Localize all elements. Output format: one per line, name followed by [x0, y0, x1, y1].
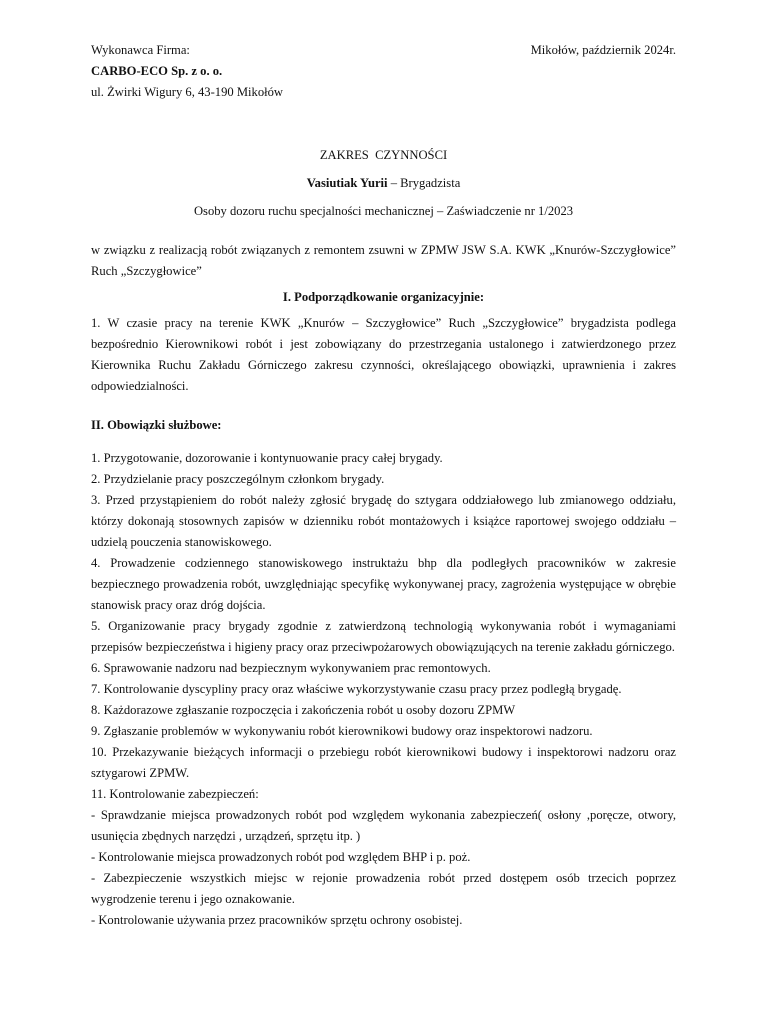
list-item: 10. Przekazywanie bieżących informacji o przebiegu robót kierownikowi budowy i inspektorowi nadzoru oraz sztygarowi ZPMW.	[91, 745, 676, 780]
document-title: ZAKRES CZYNNOŚCI	[319, 148, 448, 162]
intro-paragraph: w związku z realizacją robót związanych z remontem zsuwni w ZPMW JSW S.A. KWK „Knurów-Szczygłowice” Ruch „Szczygłowice”	[91, 243, 676, 278]
list-item: 5. Organizowanie pracy brygady zgodnie z zatwierdzoną technologią wykonywania robót i wymaganiami przepisów bezpieczeństwa i higieny pracy oraz przeciwpożarowych obowiązujących na terenie zakładu górniczego.	[91, 619, 676, 654]
list-item: 6. Sprawowanie nadzoru nad bezpiecznym wykonywaniem prac remontowych.	[91, 661, 491, 675]
company-address: ul. Żwirki Wigury 6, 43-190 Mikołów	[91, 85, 284, 99]
list-item: - Zabezpieczenie wszystkich miejsc w rejonie prowadzenia robót przed dostępem osób trzecich poprzez wygrodzenie terenu i jego oznakowanie.	[91, 871, 676, 906]
list-item: 11. Kontrolowanie zabezpieczeń:	[91, 787, 259, 801]
duties-list	[91, 448, 676, 931]
document-page	[91, 40, 676, 931]
list-item: 3. Przed przystąpieniem do robót należy zgłosić brygadę do sztygara oddziałowego lub zmianowego oddziału, którzy dokonają stosownych zapisów w dzienniku robót montażowych i książce raportowej swojego oddziału – udzielą pouczenia stanowiskowego.	[91, 493, 676, 549]
person-role: – Brygadzista	[387, 176, 461, 190]
list-item: - Sprawdzanie miejsca prowadzonych robót pod względem wykonania zabezpieczeń( osłony ,poręcze, otwory, usunięcia zbędnych narzędzi , urządzeń, sprzętu itp. )	[91, 808, 676, 843]
section1-text: 1. W czasie pracy na terenie KWK „Knurów – Szczygłowice” Ruch „Szczygłowice” brygadzista podlega bezpośrednio Kierownikowi robót i jest zobowiązany do przestrzegania ustalonego i zatwierdzonego przez Kierownika Ruchu Zakładu Górniczego zakresu czynności, określającego obowiązki, uprawnienia i zakres odpowiedzialności.	[91, 316, 676, 393]
company-name: CARBO-ECO Sp. z o. o.	[91, 64, 223, 78]
list-item: 9. Zgłaszanie problemów w wykonywaniu robót kierownikowi budowy oraz inspektorowi nadzoru.	[91, 724, 593, 738]
certificate-line: Osoby dozoru ruchu specjalności mechanicznej – Zaświadczenie nr 1/2023	[193, 204, 574, 218]
list-item: - Kontrolowanie miejsca prowadzonych robót pod względem BHP i p. poż.	[91, 850, 471, 864]
list-item: - Kontrolowanie używania przez pracowników sprzętu ochrony osobistej.	[91, 913, 463, 927]
list-item: 4. Prowadzenie codziennego stanowiskowego instruktażu bhp dla podległych pracowników w zakresie bezpiecznego prowadzenia robót, uwzględniając specyfikę wykonywanej pracy, zagrożenia występujące w obrębie stanowisk pracy oraz dróg dojścia.	[91, 556, 676, 612]
list-item: 2. Przydzielanie pracy poszczególnym członkom brygady.	[91, 472, 385, 486]
section2-heading: II. Obowiązki służbowe:	[91, 418, 222, 432]
list-item: 7. Kontrolowanie dyscypliny pracy oraz właściwe wykorzystywanie czasu pracy przez podległą brygadę.	[91, 682, 622, 696]
list-item: 8. Każdorazowe zgłaszanie rozpoczęcia i zakończenia robót u osoby dozoru ZPMW	[91, 703, 516, 717]
list-item: 1. Przygotowanie, dozorowanie i kontynuowanie pracy całej brygady.	[91, 451, 443, 465]
section1-heading: I. Podporządkowanie organizacyjnie:	[282, 290, 485, 304]
person-line	[91, 173, 676, 194]
contractor-label: Wykonawca Firma:	[91, 43, 190, 57]
person-name: Vasiutiak Yurii	[306, 176, 388, 190]
header-row	[91, 40, 676, 61]
place-date: Mikołów, październik 2024r.	[530, 43, 676, 57]
